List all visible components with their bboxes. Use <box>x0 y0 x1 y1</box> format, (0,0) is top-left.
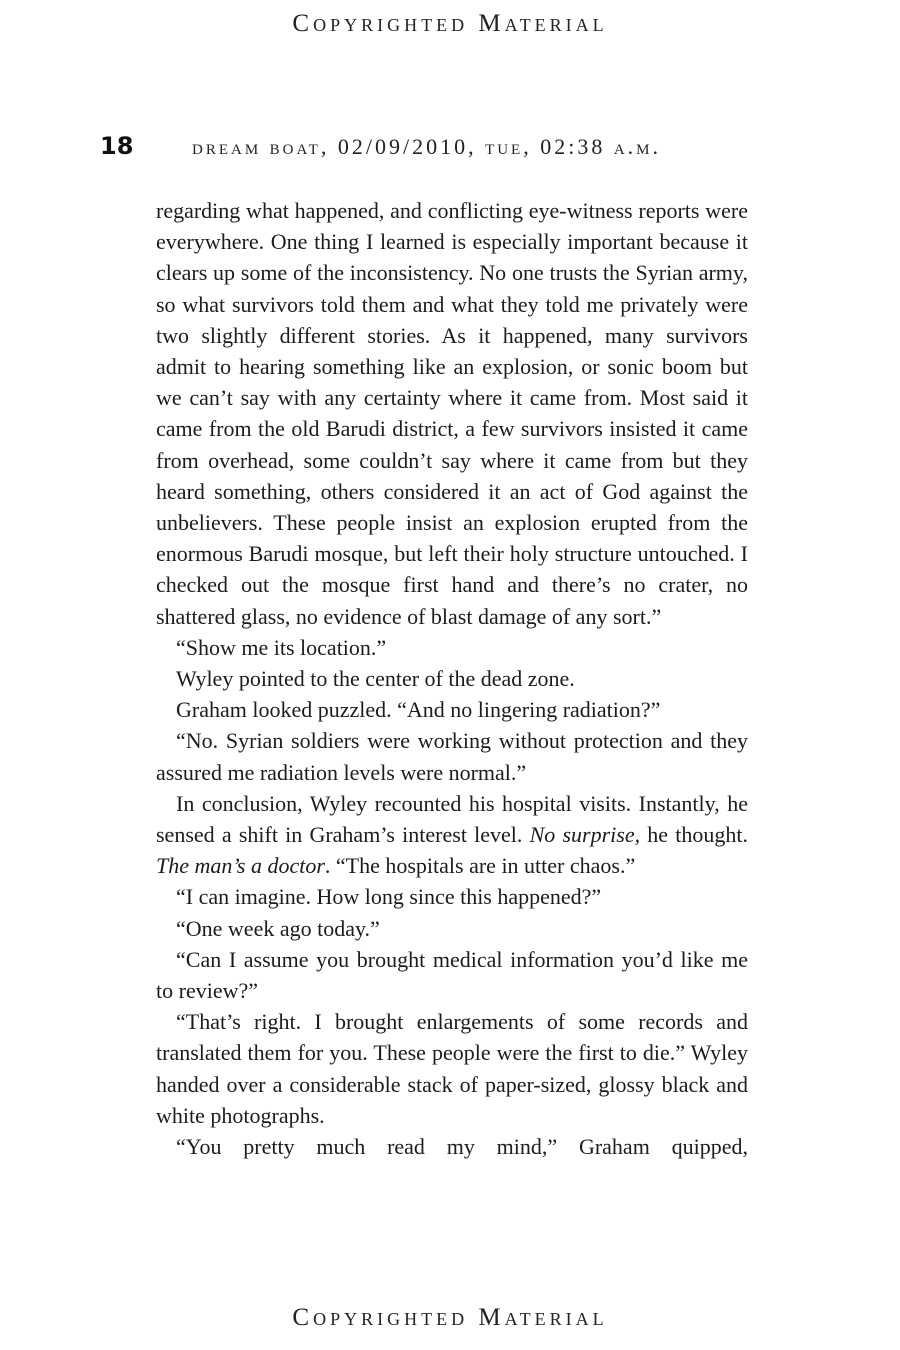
text-run: “Can I assume you brought medical information you’d like me to review?” <box>156 946 748 1004</box>
text-run: “No. Syrian soldiers were working without protection and they assured me radiation levels were normal.” <box>156 728 748 785</box>
copyright-watermark-top: Copyrighted Material <box>292 10 608 37</box>
paragraph <box>156 1131 748 1162</box>
paragraph <box>156 195 748 632</box>
paragraph <box>156 881 748 912</box>
text-run: he thought. <box>640 822 748 848</box>
running-head: dream boat, 02/09/2010, tue, 02:38 a.m. <box>192 134 662 159</box>
copyright-watermark-bottom: Copyrighted Material <box>292 1304 608 1331</box>
text-run: . “The hospitals are in utter chaos.” <box>324 853 636 879</box>
text-run: “Show me its location.” <box>176 634 387 660</box>
text-run: regarding what happened, and conflicting eye-witness reports were everywhere. One thing I learned is especially important because it clears up some of the inconsistency. No one trusts the Syrian army, so what survivors told them and what they told me privately were two slightly different stories. As it happened, many survivors admit to hearing something like an explosion, or sonic boom but we can’t say with any certainty where it came from. Most said it came from the old Barudi district, a few survivors insisted it came from overhead, some couldn’t say where it came from but they heard something, others considered it an act of God against the unbelievers. These people insist an explosion erupted from the enormous Barudi mosque, but left their holy structure untouched. I checked out the mosque first hand and there’s no crater, no shattered glass, no evidence of blast damage of any sort.” <box>156 198 748 629</box>
italic-text: The man’s a doctor <box>156 853 325 879</box>
paragraph <box>156 788 748 882</box>
text-run: In conclusion, Wyley recounted his hospital visits. Instantly, he sensed a shift in Graham’s interest level. <box>156 790 748 848</box>
paragraph <box>156 1006 748 1131</box>
paragraph <box>156 913 748 944</box>
paragraph <box>156 944 748 1006</box>
text-run: “One week ago today.” <box>176 915 380 941</box>
paragraph <box>156 663 748 694</box>
body-text <box>156 195 748 1162</box>
text-run: “I can imagine. How long since this happened?” <box>176 884 602 910</box>
paragraph <box>156 632 748 663</box>
paragraph <box>156 725 748 787</box>
page-number: 18 <box>100 132 134 160</box>
paragraph <box>156 694 748 725</box>
text-run: “You pretty much read my mind,” Graham quipped, <box>176 1134 748 1160</box>
text-run: “That’s right. I brought enlargements of some records and translated them for you. These people were the first to die.” Wyley handed over a considerable stack of paper-sized, glossy black and white photographs. <box>156 1009 748 1128</box>
text-run: Graham looked puzzled. “And no lingering radiation?” <box>176 697 661 723</box>
italic-text: No surprise, <box>529 822 641 848</box>
text-run: Wyley pointed to the center of the dead zone. <box>176 666 575 692</box>
